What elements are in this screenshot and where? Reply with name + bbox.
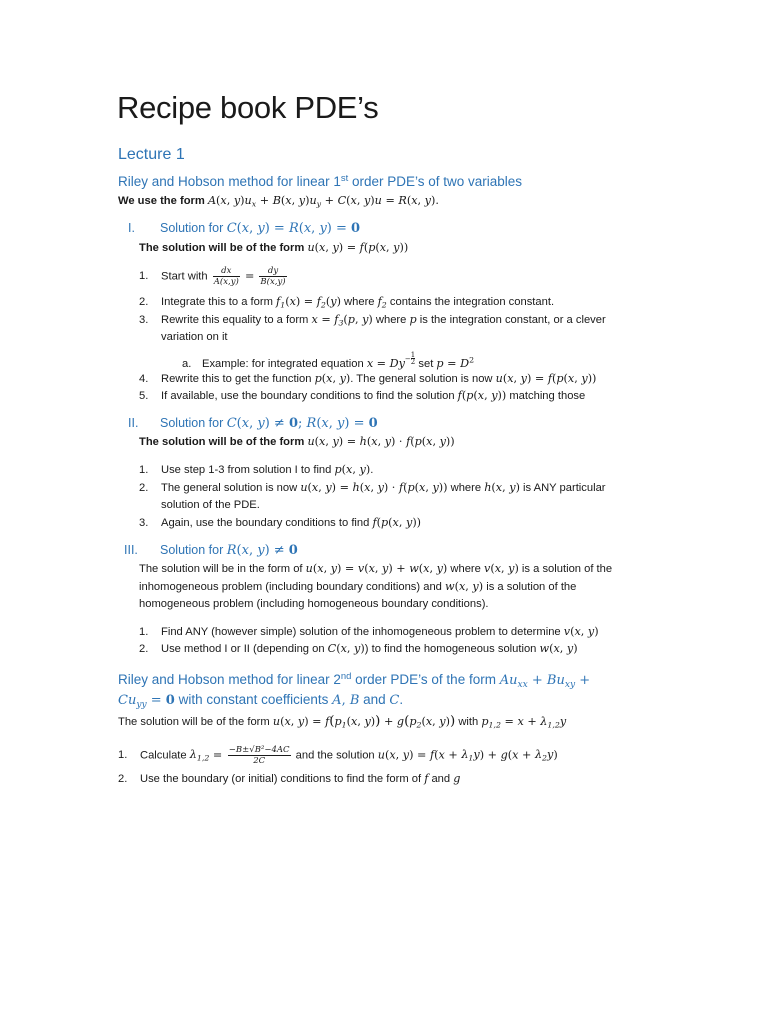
section1-heading: Riley and Hobson method for linear 1st order PDE’s of two variables — [118, 173, 523, 190]
sub3-para-line1: The solution will be in the form of u(x, y) = v(x, y) + w(x, y) where v(x, y) is a solution of the — [139, 562, 613, 575]
sub1-step-2: 2. Integrate this to a form $f_1(x) = f_2(y)$ where $f_2$ contains the integration constant. — [139, 295, 555, 310]
sub1-step-5: 5. If available, use the boundary conditions to find the solution f(p(x, y)) matching those — [139, 389, 586, 402]
subsection-2-heading: II. Solution for C(x, y) ≠ 0; R(x, y) = 0 — [128, 416, 378, 431]
sub3-step-2: 2. Use method I or II (depending on C(x, y)) to find the homogeneous solution w(x, y) — [139, 642, 578, 655]
sub1-step-3-cont: variation on it — [161, 331, 228, 343]
sub2-step-2: 2. The general solution is now u(x, y) = h(x, y) · f(p(x, y)) where h(x, y) is ANY particular — [139, 481, 606, 494]
subsection-3-heading: III. Solution for R(x, y) ≠ 0 — [124, 543, 298, 558]
section2-step-1: 1. Calculate $\lambda_{1,2}$ = $\frac{\text{−B±√B²−4AC}}{2C}$ and the solution u(x, $y) = f(x + \lambda_1y) + g(x + \lambda_2y)$ — [118, 745, 558, 766]
section1-intro: We use the form A(x, $y)u_x + B(x$, $y)u_y + C(x$, y)u = R(x, y). — [118, 194, 439, 209]
sub3-para-line2: inhomogeneous problem (including boundary conditions) and w(x, y) is a solution of the — [139, 580, 577, 593]
sub1-step-3: 3. Rewrite this equality to a form $x = f_3(p$, y) where p is the integration constant, or a clever — [139, 313, 606, 328]
sub2-step-2-cont: solution of the PDE. — [161, 499, 260, 511]
sub2-step-1: 1. Use step 1-3 from solution I to find p(x, y). — [139, 463, 374, 476]
section2-lead: The solution will be of the form u(x, $y) = f(p_1(x$, $y)) + g(p_2(x$, y)) with $p_{1,2} = x + \lambda_{1,2}y$ — [118, 714, 567, 730]
section2-step-2: 2. Use the boundary (or initial) conditions to find the form of f and g — [118, 772, 461, 785]
section2-heading-line1: Riley and Hobson method for linear 2nd order PDE’s of the form $Au_{xx} + Bu_{xy}$ + — [118, 671, 591, 691]
subsection-1-heading: I. Solution for C(x, y) = R(x, y) = 0 — [128, 221, 361, 236]
sub3-para-line3: homogeneous problem (including homogeneous boundary conditions). — [139, 598, 489, 610]
sub3-step-1: 1. Find ANY (however simple) solution of the inhomogeneous problem to determine v(x, y) — [139, 625, 599, 638]
sub1-step-1: 1. Start with $\frac{dx}{A(x,y)}$ = $\frac{dy}{B(x,y)}$ — [139, 266, 286, 287]
sub2-step-3: 3. Again, use the boundary conditions to find f(p(x, y)) — [139, 516, 422, 529]
subsection-1-lead: The solution will be of the form u(x, y) = f(p(x, y)) — [139, 241, 409, 254]
document-title: Recipe book PDE’s — [117, 90, 379, 125]
sub1-step-4: 4. Rewrite this to get the function p(x, y). The general solution is now u(x, y) = f(p(x, y)) — [139, 372, 597, 385]
sub1-step-3a: a. Example: for integrated equation $x = Dy^{- \frac{1}{2}}$ set $p = D^2$ — [182, 351, 475, 370]
subsection-2-lead: The solution will be of the form u(x, y) = h(x, y) · f(p(x, y)) — [139, 435, 455, 448]
lecture-heading: Lecture 1 — [118, 146, 185, 163]
section2-heading-line2: $Cu_{yy} = 0$ with constant coefficients A, B and C. — [118, 692, 404, 711]
